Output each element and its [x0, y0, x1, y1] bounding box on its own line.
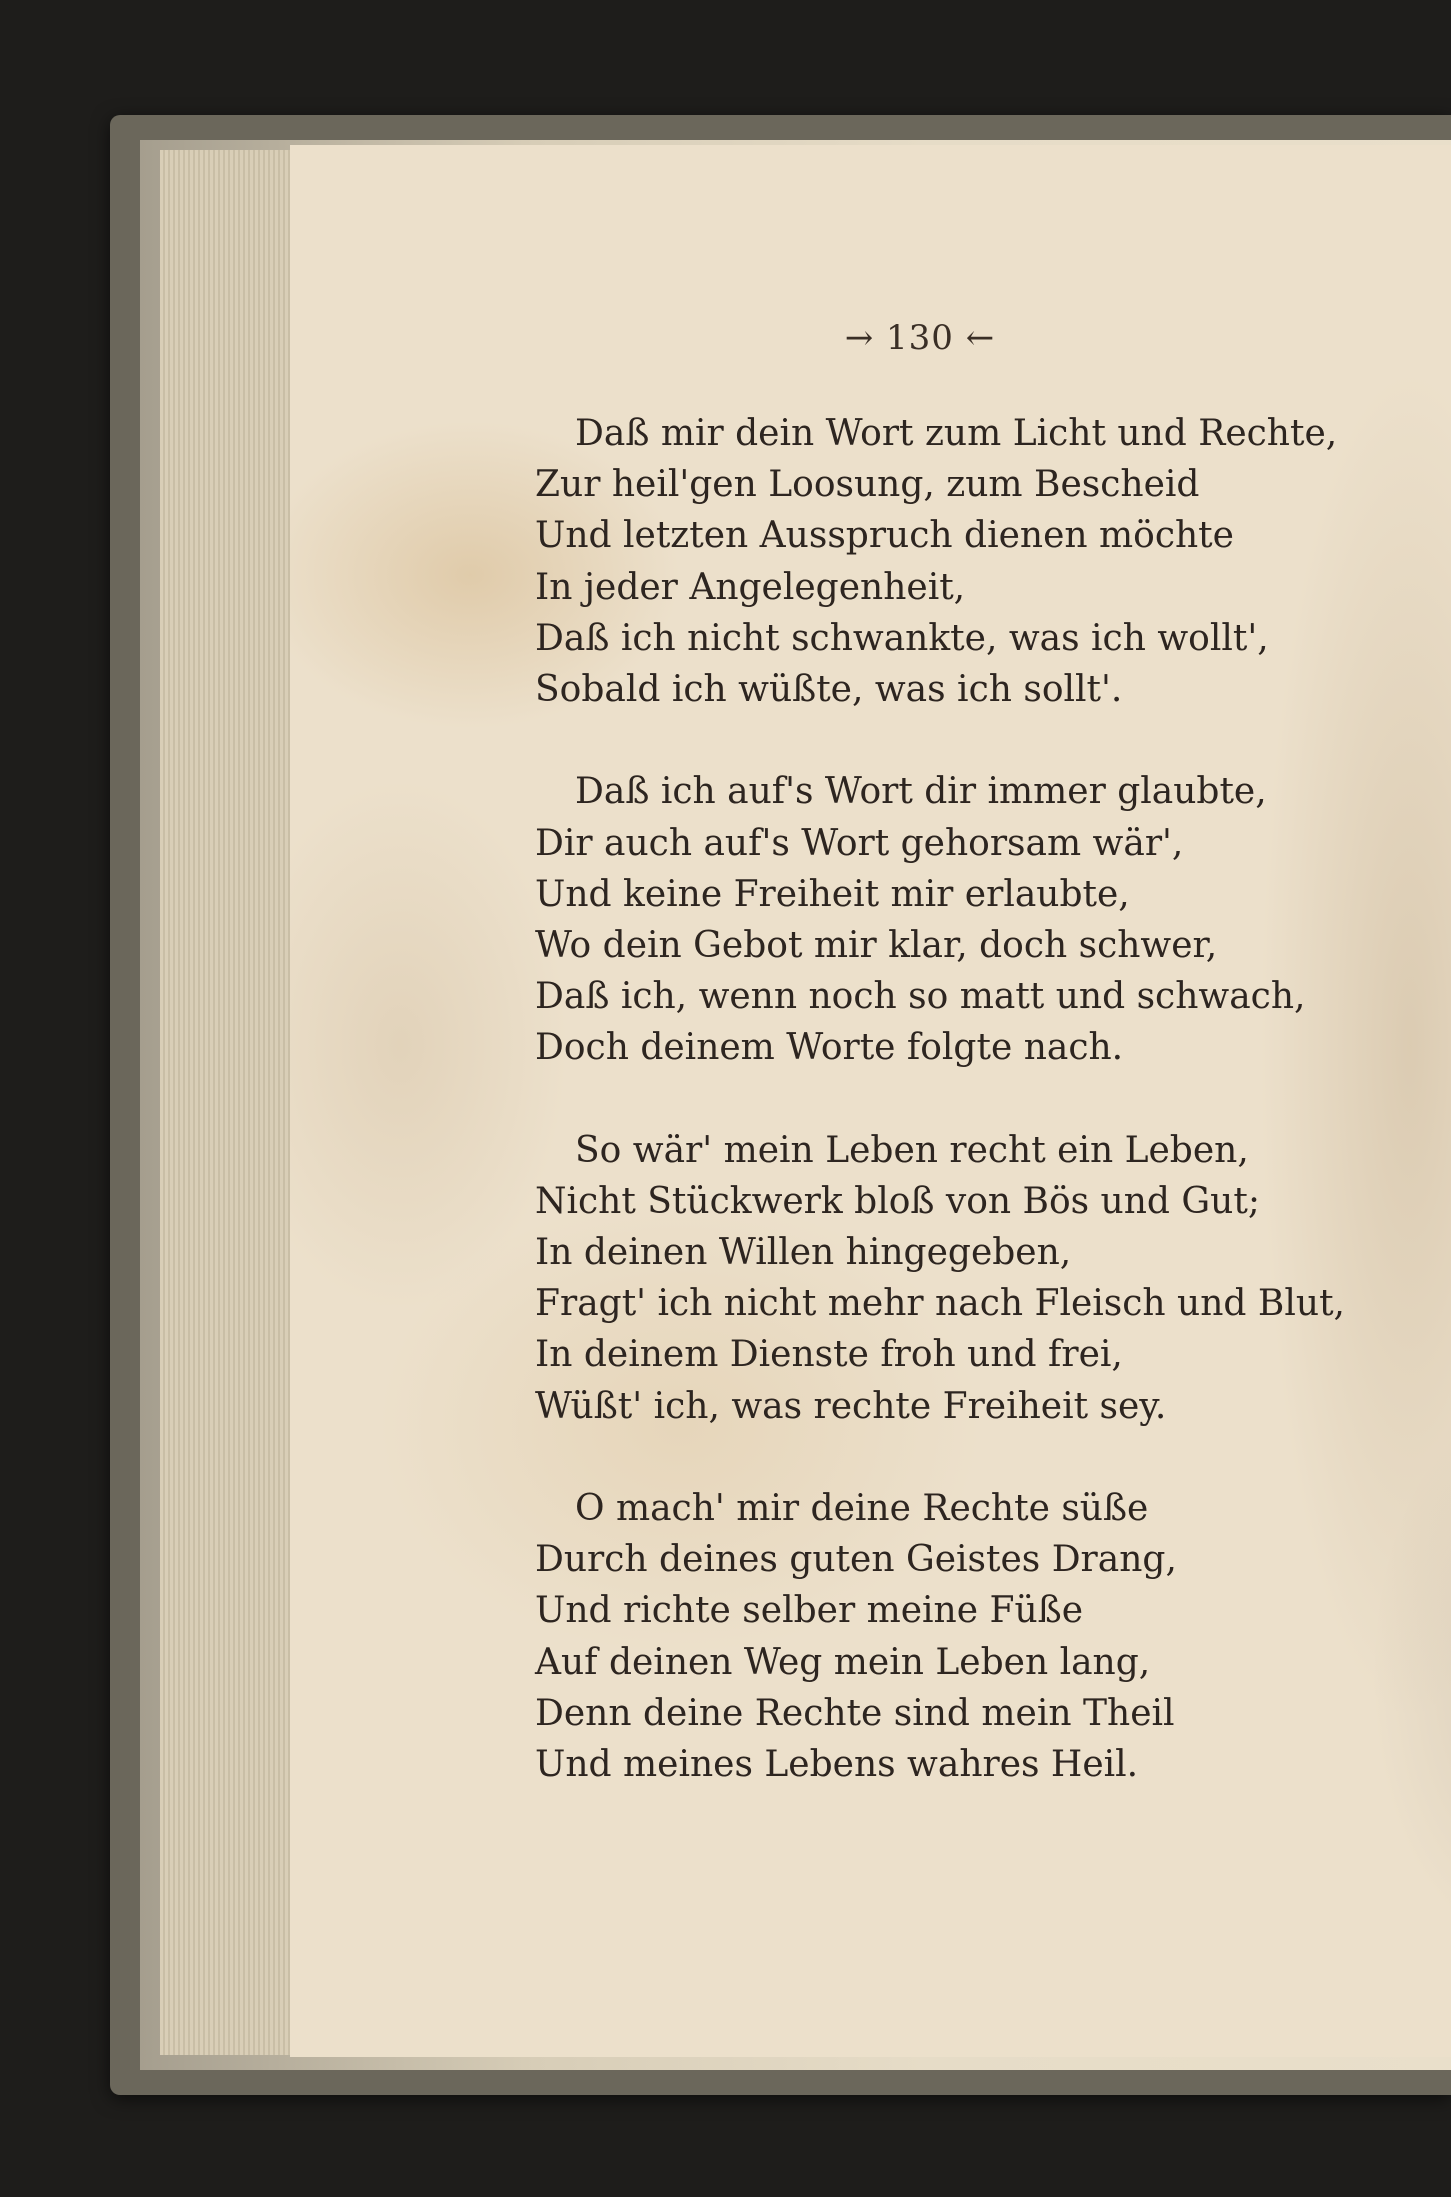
poem-line: In deinen Willen hingegeben,	[535, 1232, 1072, 1273]
poem-line: Denn deine Rechte sind mein Theil	[535, 1692, 1175, 1734]
poem-line: Daß mir dein Wort zum Licht und Rechte,	[575, 413, 1338, 454]
poem-line: Und keine Freiheit mir erlaubte,	[535, 873, 1130, 915]
poem-line: Wo dein Gebot mir klar, doch schwer,	[535, 924, 1218, 966]
poem-line: Zur heil'gen Loosung, zum Bescheid	[535, 464, 1200, 506]
poem-line: So wär' mein Leben recht ein Leben,	[575, 1129, 1249, 1171]
poem-line: Daß ich, wenn noch so matt und schwach,	[535, 976, 1306, 1018]
poem-line: Und richte selber meine Füße	[535, 1590, 1083, 1632]
poem-line: In deinem Dienste froh und frei,	[535, 1334, 1123, 1376]
poem-line: Auf deinen Weg mein Leben lang,	[535, 1641, 1151, 1683]
stanza	[535, 766, 1345, 1073]
poem-line: Doch deinem Worte folgte nach.	[535, 1027, 1124, 1069]
poem-line: Fragt' ich nicht mehr nach Fleisch und Blut,	[535, 1283, 1345, 1325]
stanza	[535, 1125, 1345, 1432]
stanza	[535, 408, 1345, 715]
page-number: → 130 ←	[844, 318, 996, 358]
stanza	[535, 1483, 1345, 1790]
poem-line: Nicht Stückwerk bloß von Bös und Gut;	[535, 1180, 1260, 1222]
poem-line: O mach' mir deine Rechte süße	[575, 1487, 1149, 1529]
page-edges	[160, 150, 292, 2055]
poem-line: Daß ich nicht schwankte, was ich wollt',	[535, 617, 1269, 659]
show-through-shadow	[1370, 1405, 1451, 1945]
poem-line: Sobald ich wüßte, was ich sollt'.	[535, 668, 1123, 710]
poem-line: In jeder Angelegenheit,	[535, 566, 966, 608]
poem-line: Durch deines guten Geistes Drang,	[535, 1539, 1177, 1581]
poem-line: Und letzten Ausspruch dienen möchte	[535, 515, 1234, 557]
poem-line: Dir auch auf's Wort gehorsam wär',	[535, 822, 1184, 864]
poem-text	[535, 408, 1345, 1841]
poem-line: Wüßt' ich, was rechte Freiheit sey.	[535, 1385, 1167, 1427]
poem-line: Und meines Lebens wahres Heil.	[535, 1743, 1139, 1785]
poem-line: Daß ich auf's Wort dir immer glaubte,	[575, 771, 1267, 813]
